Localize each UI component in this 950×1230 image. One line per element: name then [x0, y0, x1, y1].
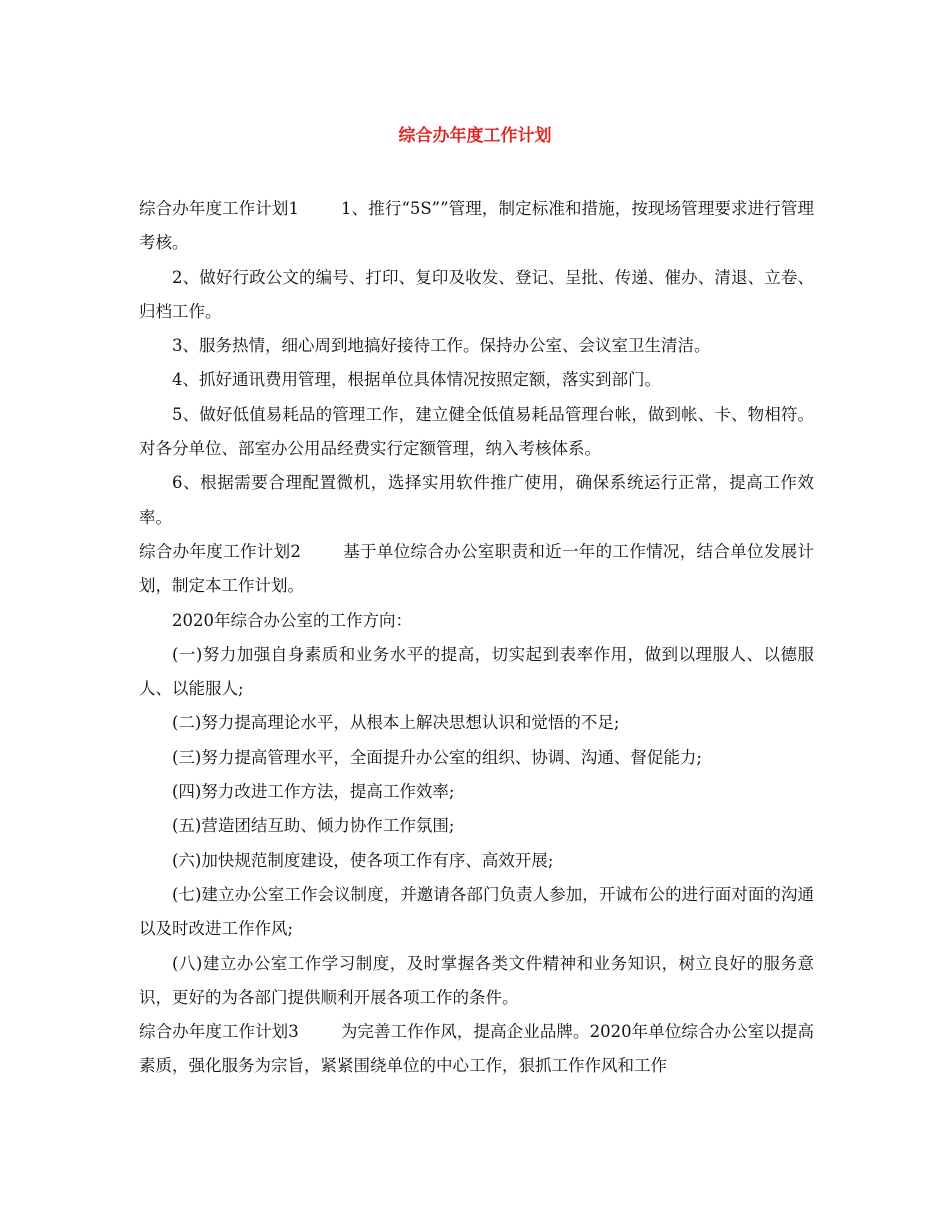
section-heading: 综合办年度工作计划3: [139, 1022, 299, 1042]
section-heading: 综合办年度工作计划1: [139, 199, 299, 218]
list-item: (一)努力加强自身素质和业务水平的提高，切实起到表率作用，做到以理服人、以德服人、以能服人;: [139, 644, 814, 699]
paragraph: 2020年综合办公室的工作方向：: [172, 610, 412, 630]
list-item: (四)努力改进工作方法，提高工作效率;: [172, 782, 455, 802]
paragraph: 5、做好低值易耗品的管理工作，建立健全低值易耗品管理台帐，做到帐、卡、物相符。对各分单位、部室办公用品经费实行定额管理，纳入考核体系。: [139, 404, 814, 459]
paragraph: 6、根据需要合理配置微机，选择实用软件推广使用，确保系统运行正常，提高工作效率。: [139, 473, 814, 527]
paragraph: 4、抓好通讯费用管理，根据单位具体情况按照定额，落实到部门。: [172, 370, 661, 390]
list-item: (六)加快规范制度建设，使各项工作有序、高效开展;: [172, 850, 554, 870]
list-item: (七)建立办公室工作会议制度，并邀请各部门负责人参加，开诚布公的进行面对面的沟通以及时改进工作作风;: [139, 884, 814, 939]
list-item: (五)营造团结互助、倾力协作工作氛围;: [172, 816, 455, 836]
document-title: 综合办年度工作计划: [398, 126, 552, 146]
paragraph: 3、服务热情，细心周到地搞好接待工作。保持办公室、会议室卫生清洁。: [172, 336, 711, 356]
paragraph: [139, 535, 814, 604]
paragraph: [139, 192, 814, 261]
paragraph: [139, 1015, 814, 1084]
list-item: (三)努力提高管理水平，全面提升办公室的组织、协调、沟通、督促能力;: [172, 747, 702, 767]
section-heading: 综合办年度工作计划2: [139, 541, 301, 561]
paragraph-text: 为完善工作作风，提高企业品牌。2020年单位综合办公室以提高素质，强化服务为宗旨，紧紧围绕单位的中心工作，狠抓工作作风和工作: [139, 1022, 814, 1076]
paragraph: 2、做好行政公文的编号、打印、复印及收发、登记、呈批、传递、催办、清退、立卷、归档工作。: [139, 267, 814, 321]
list-item: (八)建立办公室工作学习制度，及时掌握各类文件精神和业务知识，树立良好的服务意识，更好的为各部门提供顺利开展各项工作的条件。: [139, 953, 814, 1007]
paragraph-text: 1、推行“5S””管理，制定标准和措施，按现场管理要求进行管理考核。: [139, 199, 814, 253]
list-item: (二)努力提高理论水平，从根本上解决思想认识和觉悟的不足;: [172, 713, 620, 733]
document-body: [139, 192, 814, 1084]
paragraph-text: 基于单位综合办公室职责和近一年的工作情况，结合单位发展计划，制定本工作计划。: [139, 541, 815, 596]
